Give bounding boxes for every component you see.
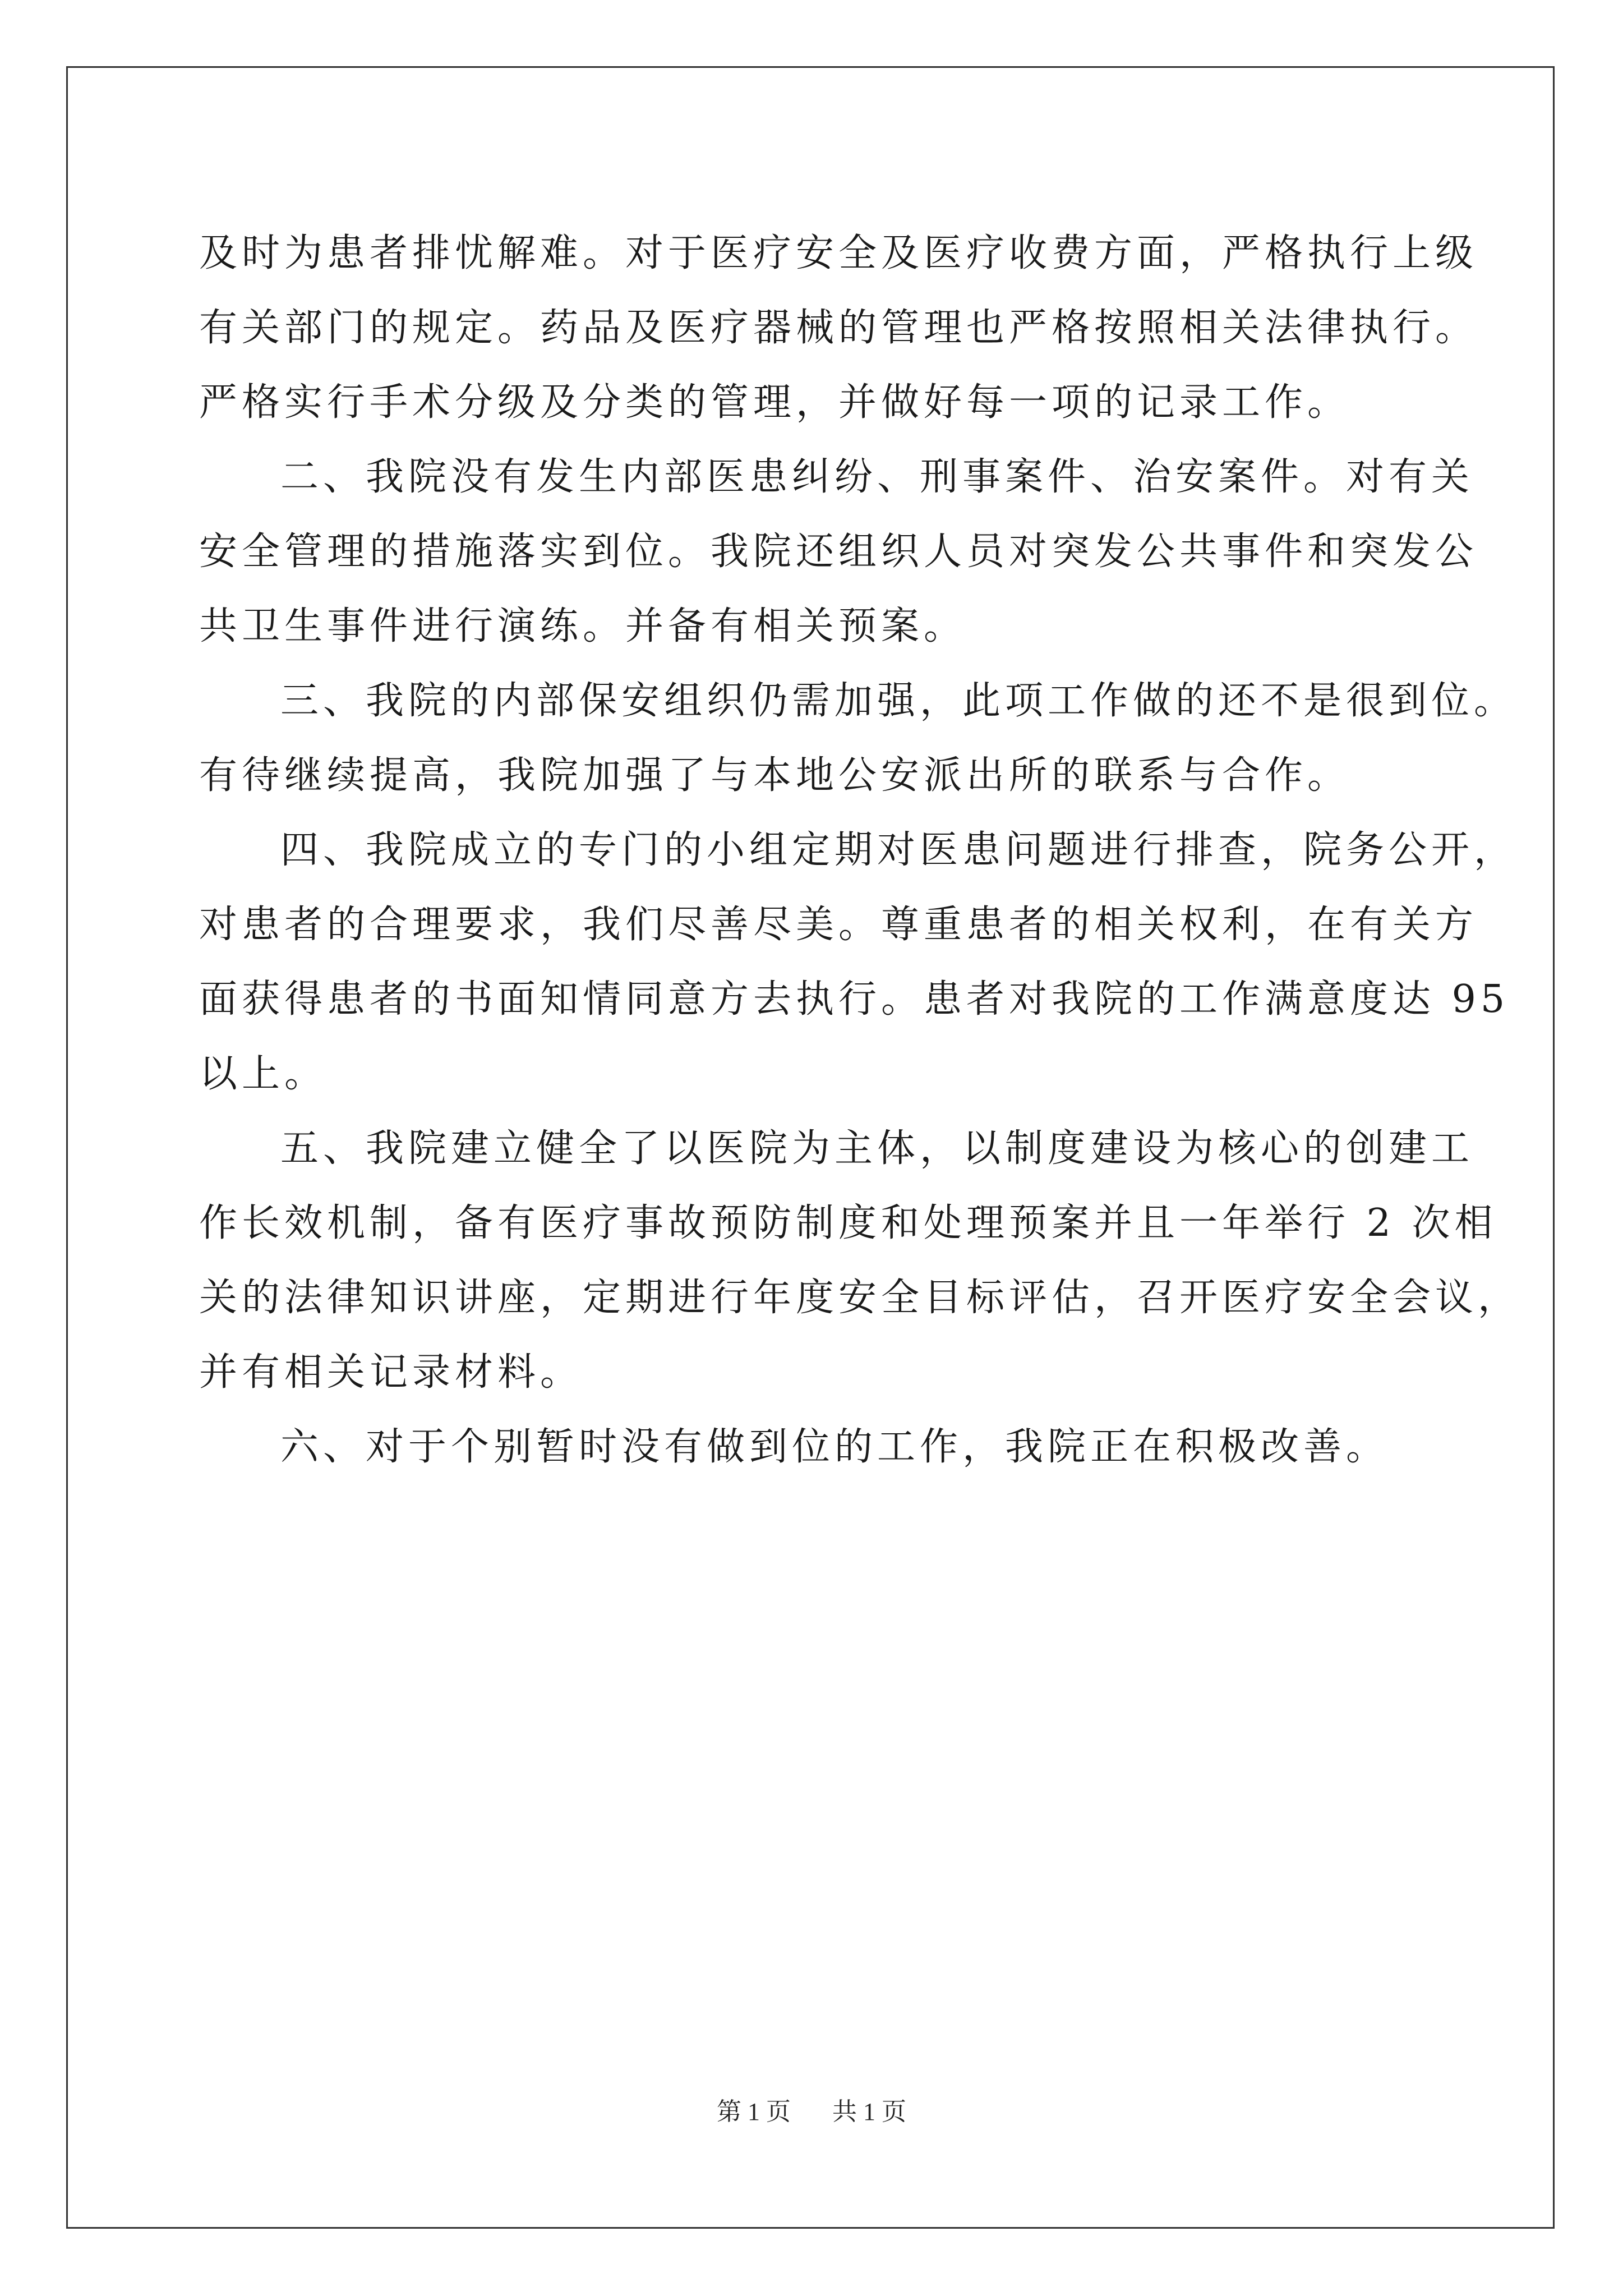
paragraph-start-line: 六、对于个别暂时没有做到位的工作，我院正在积极改善。 (280, 1425, 1389, 1469)
body-line: 有待继续提高，我院加强了与本地公安派出所的联系与合作。 (199, 753, 1350, 798)
body-line: 以上。 (199, 1052, 328, 1096)
body-line: 安全管理的措施落实到位。我院还组织人员对突发公共事件和突发公 (199, 530, 1478, 574)
body-line: 对患者的合理要求，我们尽善尽美。尊重患者的相关权利，在有关方 (199, 903, 1478, 947)
body-line: 面获得患者的书面知情同意方去执行。患者对我院的工作满意度达 95 (199, 977, 1510, 1022)
body-line: 共卫生事件进行演练。并备有相关预案。 (199, 604, 967, 648)
paragraph-start-line: 五、我院建立健全了以医院为主体，以制度建设为核心的创建工 (280, 1126, 1474, 1171)
body-line: 严格实行手术分级及分类的管理，并做好每一项的记录工作。 (199, 380, 1350, 425)
body-line: 有关部门的规定。药品及医疗器械的管理也严格按照相关法律执行。 (199, 306, 1478, 350)
paragraph-start-line: 三、我院的内部保安组织仍需加强，此项工作做的还不是很到位。 (280, 679, 1517, 723)
page-number: 第 1 页 (717, 2098, 791, 2125)
paragraph-start-line: 四、我院成立的专门的小组定期对医患问题进行排查，院务公开， (280, 828, 1517, 872)
page-footer (0, 2091, 1623, 2127)
body-line: 并有相关记录材料。 (199, 1350, 583, 1395)
document-body (199, 216, 1521, 1484)
paragraph-start-line: 二、我院没有发生内部医患纠纷、刑事案件、治安案件。对有关 (280, 455, 1474, 499)
body-line: 及时为患者排忧解难。对于医疗安全及医疗收费方面，严格执行上级 (199, 231, 1478, 275)
body-line: 关的法律知识讲座，定期进行年度安全目标评估，召开医疗安全会议， (199, 1276, 1521, 1320)
page-total: 共 1 页 (832, 2098, 906, 2125)
body-line: 作长效机制，备有医疗事故预防制度和处理预案并且一年举行 2 次相 (199, 1201, 1497, 1245)
